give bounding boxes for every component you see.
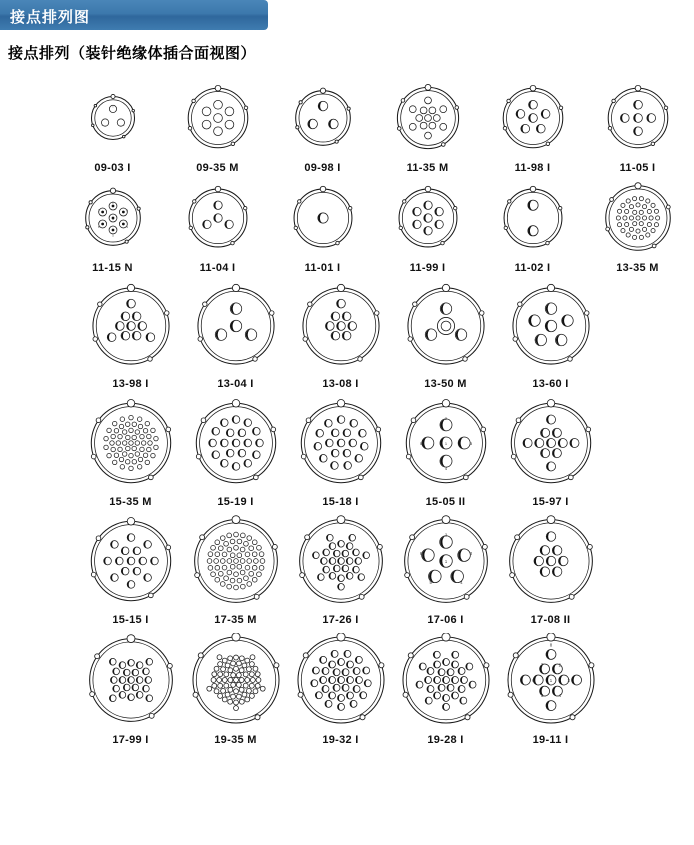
connector-art (294, 514, 388, 608)
connector-cell (375, 80, 480, 174)
connector-cell (498, 396, 603, 508)
connector-label: 13-60 I (532, 378, 569, 390)
connector-row (0, 180, 694, 274)
connector-cell (288, 514, 393, 626)
connector-label: 13-35 M (616, 262, 659, 274)
connector-art (381, 80, 475, 156)
connector-diagram (276, 171, 370, 265)
connector-cell (498, 632, 603, 746)
connector-art (504, 280, 598, 372)
svg-text:3: 3 (469, 550, 472, 556)
connector-cell (480, 180, 585, 274)
connector-art (84, 396, 178, 490)
connector-art (171, 180, 265, 256)
connector-label: 11-05 I (619, 162, 656, 174)
connector-cell (393, 396, 498, 508)
connector-diagram (66, 171, 160, 265)
connector-diagram (381, 71, 475, 165)
svg-text:5: 5 (111, 234, 114, 238)
svg-text:5: 5 (419, 440, 422, 446)
connector-cell (165, 180, 270, 274)
svg-text:2: 2 (558, 662, 561, 668)
svg-text:7: 7 (540, 662, 543, 668)
connector-grid (0, 80, 694, 752)
connector-art (504, 632, 598, 728)
svg-text:8: 8 (549, 642, 552, 648)
connector-art (66, 180, 160, 256)
connector-label: 11-02 I (514, 262, 551, 274)
connector-diagram (84, 279, 178, 373)
svg-text:3: 3 (126, 209, 128, 213)
connector-cell (78, 632, 183, 746)
connector-diagram (66, 71, 160, 165)
svg-text:4: 4 (126, 226, 128, 230)
connector-cell (60, 180, 165, 274)
connector-label: 13-08 I (322, 378, 359, 390)
connector-label: 13-98 I (112, 378, 149, 390)
connector-art (171, 80, 265, 156)
connector-art (294, 280, 388, 372)
connector-label: 19-28 I (427, 734, 464, 746)
connector-cell (270, 180, 375, 274)
connector-diagram (189, 514, 283, 608)
connector-cell (375, 180, 480, 274)
connector-label: 13-04 I (217, 378, 254, 390)
svg-text:5: 5 (428, 580, 432, 586)
connector-diagram (84, 514, 178, 608)
connector-label: 11-35 M (406, 162, 449, 174)
connector-cell (498, 514, 603, 626)
connector-label: 15-19 I (217, 496, 254, 508)
connector-art (276, 180, 370, 256)
connector-cell (78, 280, 183, 390)
connector-diagram (294, 633, 388, 727)
connector-diagram (504, 633, 598, 727)
connector-art (189, 396, 283, 490)
connector-art (399, 514, 493, 608)
connector-cell (165, 80, 270, 174)
connector-label: 19-11 I (532, 734, 569, 746)
svg-text:2: 2 (444, 532, 447, 538)
connector-cell (393, 514, 498, 626)
connector-art (486, 180, 580, 256)
connector-art (294, 396, 388, 490)
connector-diagram (294, 396, 388, 490)
connector-art (84, 514, 178, 608)
connector-label: 11-01 I (304, 262, 341, 274)
connector-row (0, 396, 694, 508)
svg-text:2: 2 (122, 125, 124, 128)
connector-row (0, 280, 694, 390)
connector-cell (498, 280, 603, 390)
connector-cell (183, 396, 288, 508)
connector-art (189, 632, 283, 728)
connector-cell (393, 632, 498, 746)
connector-label: 19-32 I (322, 734, 359, 746)
connector-diagram (504, 279, 598, 373)
svg-text:1: 1 (444, 558, 447, 564)
svg-text:3: 3 (101, 125, 103, 128)
connector-label: 15-05 II (425, 496, 466, 508)
connector-art (486, 80, 580, 156)
connector-cell (78, 396, 183, 508)
connector-diagram (171, 171, 265, 265)
page-subtitle: 接点排列（装针绝缘体插合面视图） (8, 44, 257, 62)
connector-diagram (504, 514, 598, 608)
connector-art (381, 180, 475, 256)
connector-diagram (294, 279, 388, 373)
connector-diagram (591, 71, 685, 165)
connector-cell (60, 80, 165, 174)
connector-label: 11-99 I (409, 262, 446, 274)
connector-cell (288, 280, 393, 390)
connector-label: 15-18 I (322, 496, 359, 508)
svg-text:6: 6 (531, 677, 535, 683)
connector-cell (183, 632, 288, 746)
connector-diagram (399, 514, 493, 608)
svg-text:4: 4 (558, 693, 561, 699)
connector-row (0, 632, 694, 746)
connector-cell (183, 514, 288, 626)
connector-diagram (504, 396, 598, 490)
connector-diagram (189, 279, 283, 373)
connector-diagram (171, 71, 265, 165)
section-banner (0, 0, 268, 30)
connector-diagram (399, 396, 493, 490)
svg-text:7: 7 (97, 209, 99, 213)
svg-text:6: 6 (419, 550, 422, 556)
connector-diagram (399, 279, 493, 373)
connector-diagram (189, 633, 283, 727)
connector-diagram (189, 396, 283, 490)
connector-diagram (381, 171, 475, 265)
connector-label: 09-03 I (94, 162, 131, 174)
connector-row (0, 514, 694, 626)
connector-label: 11-15 N (92, 262, 133, 274)
connector-cell (183, 280, 288, 390)
svg-text:3: 3 (566, 677, 570, 683)
connector-art (504, 514, 598, 608)
connector-art (189, 280, 283, 372)
connector-art (84, 280, 178, 372)
connector-diagram (276, 71, 370, 165)
svg-text:1: 1 (111, 106, 114, 109)
connector-label: 09-98 I (304, 162, 341, 174)
connector-art (189, 514, 283, 608)
svg-text:5: 5 (540, 693, 543, 699)
connector-art (399, 632, 493, 728)
connector-art (591, 180, 685, 256)
connector-label: 17-99 I (112, 734, 149, 746)
connector-cell (480, 80, 585, 174)
connector-art (399, 396, 493, 490)
connector-label: 15-15 I (112, 614, 149, 626)
svg-text:3: 3 (469, 440, 472, 446)
connector-label: 11-04 I (199, 262, 236, 274)
connector-cell (585, 80, 690, 174)
connector-cell (288, 632, 393, 746)
connector-diagram (486, 71, 580, 165)
connector-label: 17-35 M (214, 614, 257, 626)
svg-text:4: 4 (459, 580, 463, 586)
connector-diagram (84, 633, 178, 727)
svg-text:2: 2 (444, 415, 447, 421)
connector-cell (393, 280, 498, 390)
connector-cell (78, 514, 183, 626)
svg-text:2: 2 (111, 201, 114, 205)
connector-art (294, 632, 388, 728)
svg-text:4: 4 (444, 465, 447, 471)
connector-label: 13-50 M (424, 378, 467, 390)
connector-diagram (486, 171, 580, 265)
connector-diagram (84, 396, 178, 490)
connector-label: 17-06 I (427, 614, 464, 626)
connector-label: 19-35 M (214, 734, 257, 746)
svg-text:1: 1 (549, 677, 552, 683)
svg-text:1: 1 (444, 440, 447, 446)
connector-label: 17-08 II (530, 614, 571, 626)
connector-label: 11-98 I (514, 162, 551, 174)
connector-diagram (399, 633, 493, 727)
svg-text:6: 6 (97, 226, 99, 230)
connector-label: 15-35 M (109, 496, 152, 508)
connector-art (399, 280, 493, 372)
connector-cell (270, 80, 375, 174)
connector-diagram (294, 514, 388, 608)
connector-label: 15-97 I (532, 496, 569, 508)
svg-text:1: 1 (111, 217, 114, 221)
connector-art (504, 396, 598, 490)
connector-row (0, 80, 694, 174)
connector-label: 17-26 I (322, 614, 359, 626)
connector-diagram (591, 171, 685, 265)
connector-art (276, 80, 370, 156)
connector-cell (585, 180, 690, 274)
connector-art (84, 632, 178, 728)
connector-art (66, 80, 160, 156)
connector-art (591, 80, 685, 156)
connector-label: 09-35 M (196, 162, 239, 174)
connector-cell (288, 396, 393, 508)
banner-title: 接点排列图 (10, 8, 91, 26)
